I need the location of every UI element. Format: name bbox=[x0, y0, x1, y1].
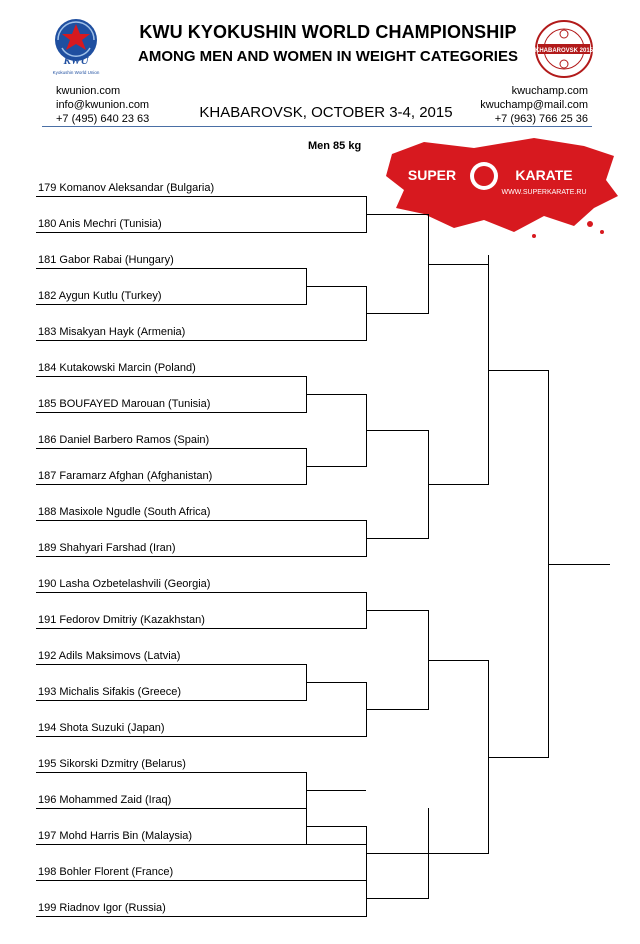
bracket-line bbox=[306, 682, 366, 683]
phone-left: +7 (495) 640 23 63 bbox=[56, 113, 150, 125]
championship-title: KWU KYOKUSHIN WORLD CHAMPIONSHIP bbox=[139, 22, 517, 42]
participant-number: 189 bbox=[38, 542, 57, 554]
website-right: kwuchamp.com bbox=[511, 85, 588, 97]
participant-name: Sikorski Dzmitry (Belarus) bbox=[56, 758, 186, 770]
participant-number: 182 bbox=[38, 290, 57, 302]
participant-number: 190 bbox=[38, 578, 57, 590]
participant-line bbox=[36, 880, 366, 881]
bracket-line bbox=[306, 466, 366, 467]
participant-number: 185 bbox=[38, 398, 57, 410]
bracket-line bbox=[366, 610, 428, 611]
bracket-line bbox=[366, 214, 428, 215]
participant-number: 188 bbox=[38, 506, 57, 518]
bracket-line bbox=[428, 264, 488, 265]
bracket-line bbox=[366, 898, 428, 899]
participant-entry bbox=[38, 613, 205, 627]
participant-entry bbox=[38, 505, 210, 519]
website-left: kwunion.com bbox=[56, 85, 121, 97]
svg-text:KHABAROVSK 2015: KHABAROVSK 2015 bbox=[534, 48, 594, 54]
participant-entry bbox=[38, 901, 166, 915]
participant-number: 180 bbox=[38, 218, 57, 230]
participant-line bbox=[36, 772, 306, 773]
bracket-line bbox=[366, 430, 428, 431]
bracket-line bbox=[366, 853, 428, 854]
email-left: info@kwunion.com bbox=[56, 99, 150, 111]
participant-entry bbox=[38, 253, 174, 267]
participant-line bbox=[36, 808, 306, 809]
participant-entry bbox=[38, 433, 209, 447]
phone-right: +7 (963) 766 25 36 bbox=[494, 113, 588, 125]
participant-entry bbox=[38, 361, 196, 375]
participant-line bbox=[36, 448, 306, 449]
participant-line bbox=[36, 844, 366, 845]
participant-name: Kutakowski Marcin (Poland) bbox=[56, 362, 196, 374]
participant-name: Gabor Rabai (Hungary) bbox=[56, 254, 174, 266]
bracket-line bbox=[548, 564, 610, 565]
participant-line bbox=[36, 232, 366, 233]
participant-number: 191 bbox=[38, 614, 57, 626]
bracket-line bbox=[366, 538, 428, 539]
participant-entry bbox=[38, 793, 171, 807]
bracket-line bbox=[366, 709, 428, 710]
participant-entry bbox=[38, 649, 180, 663]
participant-line bbox=[36, 196, 366, 197]
bracket-line bbox=[428, 660, 488, 661]
participant-name: Lasha Ozbetelashvili (Georgia) bbox=[56, 578, 211, 590]
participant-line bbox=[36, 916, 366, 917]
contact-right bbox=[480, 84, 588, 126]
participant-line bbox=[36, 736, 366, 737]
participant-entry bbox=[38, 721, 165, 735]
participant-number: 196 bbox=[38, 794, 57, 806]
event-location-date: KHABAROVSK, OCTOBER 3-4, 2015 bbox=[199, 104, 453, 121]
participant-name: Komanov Aleksandar (Bulgaria) bbox=[56, 182, 215, 194]
participant-entry bbox=[38, 865, 173, 879]
participant-name: Anis Mechri (Tunisia) bbox=[56, 218, 162, 230]
participant-name: Adils Maksimovs (Latvia) bbox=[56, 650, 181, 662]
header-divider bbox=[42, 126, 592, 127]
participant-name: Aygun Kutlu (Turkey) bbox=[56, 290, 162, 302]
participant-entry bbox=[38, 181, 214, 195]
participant-number: 197 bbox=[38, 830, 57, 842]
participant-line bbox=[36, 628, 366, 629]
contact-left bbox=[56, 84, 149, 126]
participant-name: Fedorov Dmitriy (Kazakhstan) bbox=[56, 614, 205, 626]
participant-name: Daniel Barbero Ramos (Spain) bbox=[56, 434, 210, 446]
participant-name: Misakyan Hayk (Armenia) bbox=[56, 326, 186, 338]
participant-entry bbox=[38, 577, 210, 591]
participant-line bbox=[36, 520, 366, 521]
participant-line bbox=[36, 412, 306, 413]
bracket-line bbox=[428, 484, 488, 485]
participant-entry bbox=[38, 757, 186, 771]
participant-number: 195 bbox=[38, 758, 57, 770]
participant-number: 198 bbox=[38, 866, 57, 878]
participant-number: 199 bbox=[38, 902, 57, 914]
participant-entry bbox=[38, 397, 210, 411]
header bbox=[0, 0, 640, 128]
participant-number: 187 bbox=[38, 470, 57, 482]
bracket-line bbox=[488, 370, 548, 371]
participant-name: Michalis Sifakis (Greece) bbox=[56, 686, 182, 698]
participant-name: Masixole Ngudle (South Africa) bbox=[56, 506, 211, 518]
participant-name: Bohler Florent (France) bbox=[56, 866, 174, 878]
svg-text:Kyokushin World Union: Kyokushin World Union bbox=[52, 70, 100, 75]
bracket-line bbox=[366, 313, 428, 314]
participant-line bbox=[36, 340, 366, 341]
email-right: kwuchamp@mail.com bbox=[480, 99, 588, 111]
participant-number: 184 bbox=[38, 362, 57, 374]
svg-text:KARATE: KARATE bbox=[515, 167, 573, 183]
participant-line bbox=[36, 484, 306, 485]
participant-name: Shota Suzuki (Japan) bbox=[56, 722, 165, 734]
participant-number: 179 bbox=[38, 182, 57, 194]
participant-number: 181 bbox=[38, 254, 57, 266]
championship-subtitle: AMONG MEN AND WOMEN IN WEIGHT CATEGORIES bbox=[138, 48, 518, 65]
participant-number: 192 bbox=[38, 650, 57, 662]
participant-number: 186 bbox=[38, 434, 57, 446]
participant-name: Riadnov Igor (Russia) bbox=[56, 902, 166, 914]
participant-line bbox=[36, 376, 306, 377]
superkarate-logo-icon bbox=[384, 136, 620, 240]
bracket-line bbox=[428, 853, 488, 854]
bracket-line bbox=[306, 394, 366, 395]
bracket-line bbox=[306, 286, 366, 287]
participant-name: Faramarz Afghan (Afghanistan) bbox=[56, 470, 213, 482]
svg-text:KWU: KWU bbox=[63, 55, 89, 67]
participant-entry bbox=[38, 469, 212, 483]
participant-line bbox=[36, 700, 306, 701]
svg-text:SUPER: SUPER bbox=[407, 167, 457, 183]
participant-line bbox=[36, 304, 306, 305]
svg-text:WWW.SUPERKARATE.RU: WWW.SUPERKARATE.RU bbox=[501, 189, 587, 196]
participant-name: Mohd Harris Bin (Malaysia) bbox=[56, 830, 193, 842]
participant-entry bbox=[38, 685, 181, 699]
participant-line bbox=[36, 592, 366, 593]
participant-entry bbox=[38, 829, 192, 843]
participant-number: 194 bbox=[38, 722, 57, 734]
participant-entry bbox=[38, 217, 162, 231]
participant-number: 193 bbox=[38, 686, 57, 698]
participant-entry bbox=[38, 541, 176, 555]
championship-emblem-icon bbox=[534, 18, 594, 80]
bracket-line bbox=[306, 790, 366, 791]
participant-number: 183 bbox=[38, 326, 57, 338]
participant-name: BOUFAYED Marouan (Tunisia) bbox=[56, 398, 211, 410]
participant-line bbox=[36, 556, 366, 557]
participant-name: Mohammed Zaid (Iraq) bbox=[56, 794, 172, 806]
participant-line bbox=[36, 268, 306, 269]
weight-category-title: Men 85 kg bbox=[308, 140, 362, 152]
participant-entry bbox=[38, 325, 185, 339]
bracket-line bbox=[306, 826, 366, 827]
participant-entry bbox=[38, 289, 162, 303]
bracket-line bbox=[488, 757, 548, 758]
participant-name: Shahyari Farshad (Iran) bbox=[56, 542, 176, 554]
kwu-logo-icon bbox=[52, 18, 100, 76]
participant-line bbox=[36, 664, 306, 665]
